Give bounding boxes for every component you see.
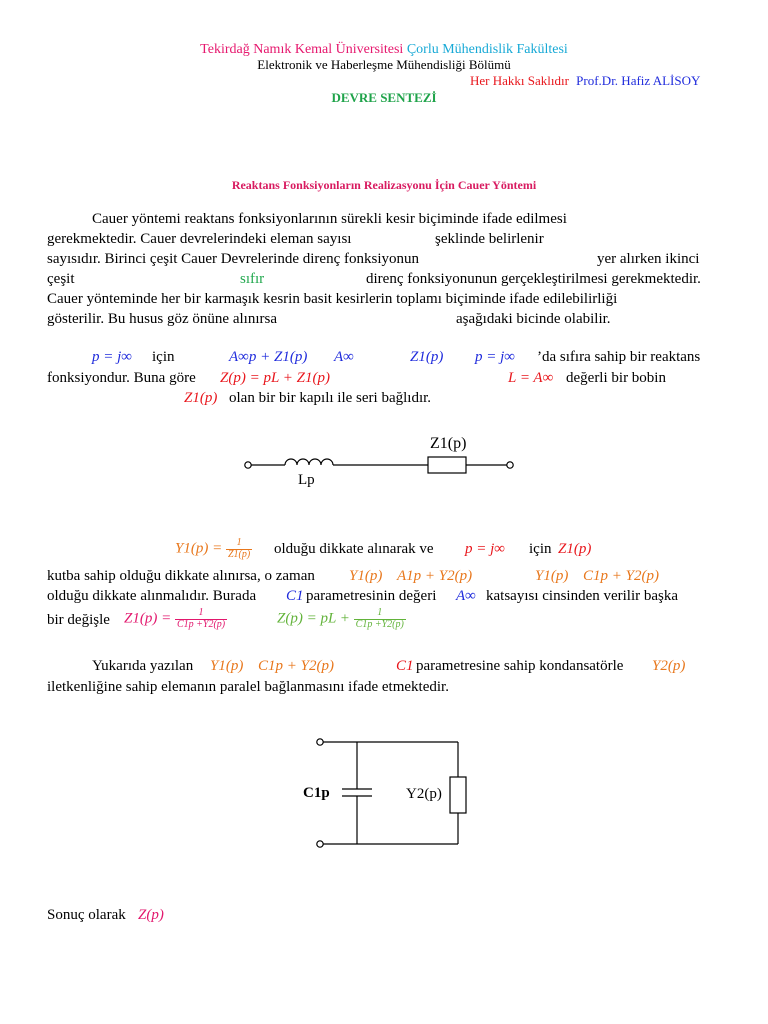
university-name: Tekirdağ Namık Kemal Üniversitesi (200, 42, 404, 57)
para4-line2: iletkenliğine sahip elemanın paralel bağlanmasını ifade etmektedir. (47, 679, 449, 695)
z1-frac-den: C1p +Y2(p) (176, 618, 226, 630)
expr-ainf-p-z1: A∞p + Z1(p) (229, 349, 308, 365)
para1-line2a: gerekmektedir. Cauer devrelerindeki eleman sayısı (47, 231, 352, 247)
circuit-parallel-capacitor (305, 730, 485, 855)
para4-line1a: Yukarıda yazılan (92, 658, 194, 674)
para4-line1b: parametresine sahip kondansatörle (416, 658, 624, 674)
p-eq-jinf: p = j∞ (92, 349, 132, 365)
label-lp: Lp (298, 472, 315, 488)
para2-line3: olan bir bir kapılı ile seri bağlıdır. (229, 390, 432, 406)
para3-line3b: parametresinin değeri (306, 588, 437, 604)
z1p: Z1(p) (410, 349, 444, 365)
zp-frac-den: C1p +Y2(p) (355, 618, 404, 630)
para1-line6a: gösterilir. Bu husus göz önüne alınırsa (47, 311, 277, 327)
y2p-4: Y2(p) (652, 658, 686, 674)
icin-text: için (152, 349, 175, 365)
course-title: DEVRE SENTEZİ (331, 90, 437, 105)
y1p-4: Y1(p) (210, 658, 244, 674)
zp-frac (354, 608, 406, 630)
z1p-3: Z1(p) (558, 541, 592, 557)
a-inf-3: A∞ (456, 588, 476, 604)
zp-expr: Z(p) = pL + Z1(p) (220, 370, 330, 386)
zp-frac-lhs: Z(p) = pL + (277, 610, 350, 627)
expr-c1p-y2-4: C1p + Y2(p) (258, 658, 334, 674)
para3-line4a: bir değişle (47, 612, 110, 628)
y1-def-frac (226, 538, 252, 560)
conclusion-text: Sonuç olarak (47, 907, 126, 923)
circuit-series-inductor (230, 425, 530, 495)
para1-line4a: çeşit (47, 271, 75, 287)
admittance-box (450, 777, 466, 813)
z1p-b: Z1(p) (184, 390, 218, 406)
author-name: Prof.Dr. Hafiz ALİSOY (576, 73, 701, 88)
para1-line6b: aşağıdaki bicinde olabilir. (456, 311, 611, 327)
para1-line1: Cauer yöntemi reaktans fonksiyonlarının sürekli kesir biçiminde ifade edilmesi (92, 211, 567, 227)
para1-line3b: yer alırken ikinci (597, 251, 700, 267)
terminal-right (507, 462, 513, 468)
faculty-name: Çorlu Mühendislik Fakültesi (406, 42, 568, 57)
icin-text-3: için (529, 541, 552, 557)
y1-def-den: Z1(p) (227, 548, 251, 560)
para3-line1a: olduğu dikkate alınarak ve (274, 541, 434, 557)
header-line3 (470, 74, 700, 89)
y1p-3b: Y1(p) (535, 568, 569, 584)
y1-def-lhs: Y1(p) = (175, 540, 223, 557)
department-name: Elektronik ve Haberleşme Mühendisliği Bölümü (257, 57, 511, 72)
para3-line2a: kutba sahip olduğu dikkate alınırsa, o zaman (47, 568, 315, 584)
label-z1p: Z1(p) (430, 435, 467, 452)
section-title: Reaktans Fonksiyonların Realizasyonu İçin Cauer Yöntemi (231, 178, 537, 192)
zp-frac-num: 1 (377, 607, 383, 618)
para3-line3a: olduğu dikkate alınmalıdır. Burada (47, 588, 257, 604)
a-inf: A∞ (334, 349, 354, 365)
para1-line4c: direnç fonksiyonunun gerçekleştirilmesi gerekmektedir. (366, 271, 701, 287)
para1-line4b: sıfır (240, 271, 265, 287)
para1-line3a: sayısıdır. Birinci çeşit Cauer Devrelerinde direnç fonksiyonun (47, 251, 419, 267)
c1-param: C1 (286, 588, 304, 604)
z1-frac (175, 608, 227, 630)
para3-line3c: katsayısı cinsinden verilir başka (486, 588, 679, 604)
para1-line2b: şeklinde belirlenir (435, 231, 544, 247)
p-eq-jinf-2: p = j∞ (475, 349, 515, 365)
conclusion-zp: Z(p) (138, 907, 164, 923)
z1-frac-expr (124, 608, 227, 630)
para2-line2a: fonksiyondur. Buna göre (47, 370, 196, 386)
terminal-bottom (317, 841, 323, 847)
expr-c1p-y2: C1p + Y2(p) (583, 568, 659, 584)
para1-line5: Cauer yönteminde her bir karmaşık kesrin basit kesirlerin toplamı biçiminde ifade edilebilirliği (47, 291, 618, 307)
y1-def (175, 538, 252, 560)
z1-frac-num: 1 (198, 607, 204, 618)
header-line1 (0, 42, 768, 58)
zp-frac-expr (277, 608, 406, 630)
label-y2p: Y2(p) (406, 786, 442, 802)
rights-text: Her Hakkı Saklıdır (470, 73, 569, 88)
y1-def-num: 1 (236, 537, 242, 548)
para2-line2b: değerli bir bobin (566, 370, 666, 386)
impedance-box (428, 457, 466, 473)
l-eq-ainf: L = A∞ (508, 370, 554, 386)
label-c1p: C1p (303, 785, 330, 801)
terminal-top (317, 739, 323, 745)
para2-line1-end: ’da sıfıra sahip bir reaktans (537, 349, 701, 365)
terminal-left (245, 462, 251, 468)
y1p-3: Y1(p) (349, 568, 383, 584)
p-eq-jinf-3: p = j∞ (465, 541, 505, 557)
expr-a1p-y2: A1p + Y2(p) (397, 568, 473, 584)
z1-frac-lhs: Z1(p) = (124, 610, 172, 627)
c1-param-4: C1 (396, 658, 414, 674)
inductor-coil (285, 459, 333, 465)
